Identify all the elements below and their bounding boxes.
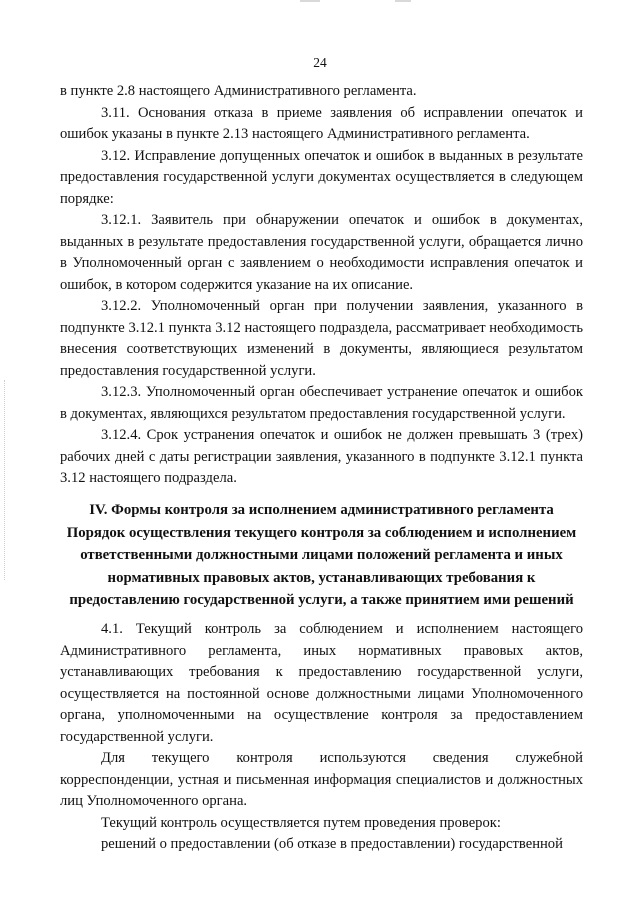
paragraph-current-control-checks: Текущий контроль осуществляется путем проведения проверок:: [101, 814, 501, 831]
section-4-heading: [60, 499, 583, 612]
paragraph-decisions: решений о предоставлении (об отказе в предоставлении) государственной: [101, 836, 563, 852]
paragraph-3-12: 3.12. Исправление допущенных опечаток и ошибок в выданных в результате предоставления государственной услуги документах осуществляется в следующем порядке:: [60, 147, 583, 207]
page-number: 24: [313, 55, 327, 70]
section-3-text: [60, 81, 583, 490]
paragraph-4-1: 4.1. Текущий контроль за соблюдением и исполнением настоящего Административного регламента, иных нормативных правовых актов, устанавливающих требования к предоставлению государственной услуги, осуществляется на постоянной основе должностными лицами Уполномоченного органа, уполномоченными на осуществление контроля за предоставлением государственной услуги.: [60, 621, 583, 745]
scan-artifact-mark: [300, 0, 320, 2]
section-4-text: [60, 619, 583, 856]
paragraph-current-control-sources: Для текущего контроля используются сведения служебной корреспонденции, устная и письменная информация специалистов и должностных лиц Уполномоченного органа.: [60, 750, 583, 809]
heading-line: нормативных правовых актов, устанавливающих требования к: [107, 569, 536, 586]
heading-line: предоставлению государственной услуги, а также принятием ими решений: [69, 592, 574, 608]
paragraph-3-12-4: 3.12.4. Срок устранения опечаток и ошибок не должен превышать 3 (трех) рабочих дней с даты регистрации заявления, указанного в подпункте 3.12.1 пункта 3.12 настоящего подраздела.: [60, 427, 583, 486]
scan-margin-artifact: [4, 380, 7, 580]
paragraph-3-12-3: 3.12.3. Уполномоченный орган обеспечивает устранение опечаток и ошибок в документах, являющихся результатом предоставления государственной услуги.: [60, 384, 583, 422]
heading-line: ответственными должностными лицами положений регламента и иных: [80, 547, 563, 563]
paragraph-continuation: в пункте 2.8 настоящего Административного регламента.: [60, 83, 417, 99]
paragraph-3-12-1: 3.12.1. Заявитель при обнаружении опечаток и ошибок в документах, выданных в результате предоставления государственной услуги, обращается лично в Уполномоченный орган с заявлением о необходимости исправления опечаток и ошибок, в котором содержится указание на их описание.: [60, 212, 583, 293]
paragraph-3-11: 3.11. Основания отказа в приеме заявления об исправлении опечаток и ошибок указаны в пункте 2.13 настоящего Административного регламента.: [60, 104, 583, 142]
heading-line: IV. Формы контроля за исполнением административного регламента: [89, 502, 554, 518]
paragraph-3-12-2: 3.12.2. Уполномоченный орган при получении заявления, указанного в подпункте 3.12.1 пункта 3.12 настоящего подраздела, рассматривает необходимость внесения соответствующих изменений в документы, являющиеся результатом предоставления государственной услуги.: [60, 298, 583, 379]
scan-artifact-mark: [395, 0, 411, 2]
heading-line: Порядок осуществления текущего контроля за соблюдением и исполнением: [66, 524, 577, 541]
